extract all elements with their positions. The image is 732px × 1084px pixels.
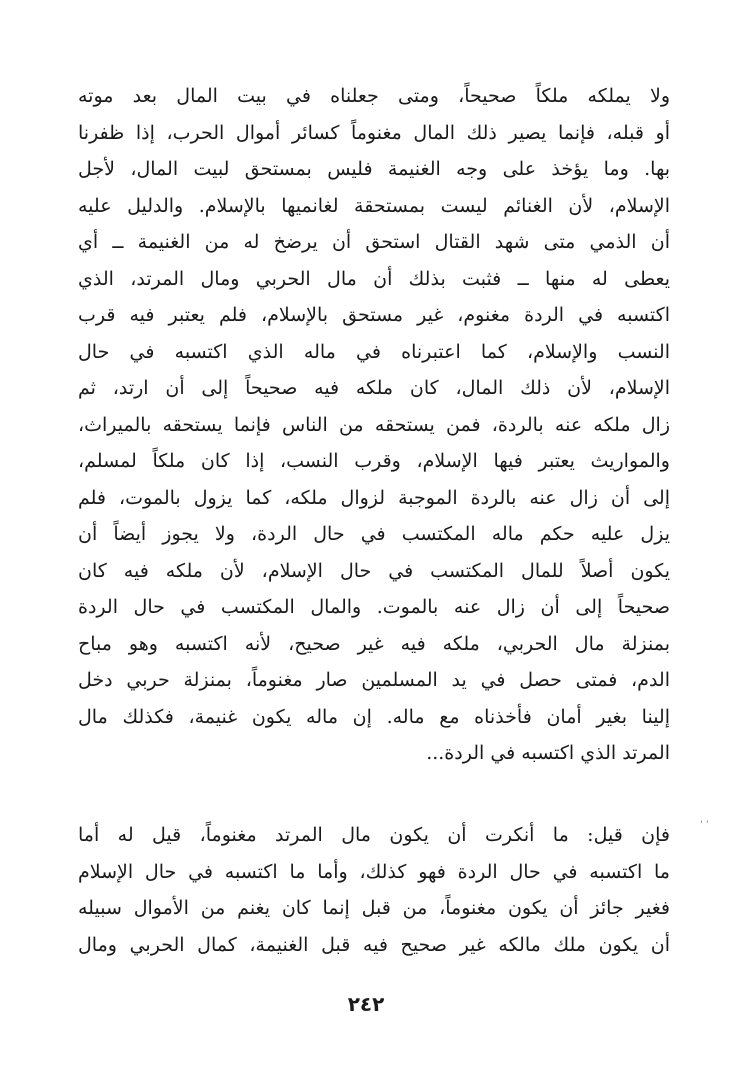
scan-mark: ˈ ˈ [700, 820, 709, 831]
text-line: أن الذمي متى شهد القتال استحق أن يرضخ له من الغنيمة ــ أي [78, 231, 670, 253]
text-line: صحيحاً إلى أن زال عنه بالموت. والمال المكتسب في حال الردة [78, 596, 670, 618]
paragraph-2 [78, 817, 670, 963]
text-line: أن يكون ملك مالكه غير صحيح فيه قبل الغنيمة، كمال الحربي ومال [78, 933, 670, 956]
text-line: إلى أن زال عنه بالردة الموجبة لزوال ملكه، كما يزول بالموت، فلم [78, 486, 670, 509]
text-line: الإسلام، لأن الغنائم ليست بمستحقة لغانميها بالإسلام. والدليل عليه [78, 194, 670, 217]
page-number: ٢٤٢ [347, 992, 385, 1016]
text-line: الإسلام، لأن ذلك المال، كان ملكه فيه صحيحاً إلى أن ارتد، ثم [78, 377, 670, 399]
text-line: فإن قيل: ما أنكرت أن يكون مال المرتد مغنوماً، قيل له أما [78, 824, 670, 846]
text-line: المرتد الذي اكتسبه في الردة... [426, 742, 670, 764]
text-line: زال ملكه عنه بالردة، فمن يستحقه من الناس فإنما يستحقه بالميراث، [78, 413, 670, 436]
text-line: ولا يملكه ملكاً صحيحاً، ومتى جعلناه في بيت المال بعد موته [78, 85, 670, 107]
paragraph-1 [78, 78, 670, 772]
text-line: أو قبله، فإنما يصير ذلك المال مغنوماً كسائر أموال الحرب، إذا ظفرنا [78, 121, 670, 144]
text-line: يعطى له منها ــ فثبت بذلك أن مال الحربي ومال المرتد، الذي [78, 267, 670, 290]
text-line: فغير جائز أن يكون مغنوماً، من قبل إنما كان يغنم من الأموال سبيله [78, 897, 670, 919]
text-line: والمواريث يعتبر فيها الإسلام، وقرب النسب، إذا كان ملكاً لمسلم، [78, 450, 670, 472]
text-line: ما اكتسبه في حال الردة فهو كذلك، وأما ما اكتسبه في حال الإسلام [78, 860, 670, 883]
text-line: يزل عليه حكم ماله المكتسب في حال الردة، ولا يجوز أيضاً أن [78, 523, 670, 545]
text-line: بمنزلة مال الحربي، ملكه فيه غير صحيح، لأنه اكتسبه وهو مباح [78, 632, 670, 655]
text-line: إلينا بغير أمان فأخذناه مع ماله. إن ماله يكون غنيمة، فكذلك مال [78, 705, 670, 728]
text-line: النسب والإسلام، كما اعتبرناه في ماله الذي اكتسبه في حال [78, 340, 670, 363]
text-line: الدم، فمتى حصل في يد المسلمين صار مغنوماً، بمنزلة حربي دخل [78, 669, 670, 691]
text-line: يكون أصلاً للمال المكتسب في حال الإسلام، لأن ملكه فيه كان [78, 559, 670, 582]
text-line: اكتسبه في الردة مغنوم، غير مستحق بالإسلام، فلم يعتبر فيه قرب [78, 304, 670, 326]
text-line: بها. وما يؤخذ على وجه الغنيمة فليس بمستحق لبيت المال، لأجل [78, 158, 670, 180]
